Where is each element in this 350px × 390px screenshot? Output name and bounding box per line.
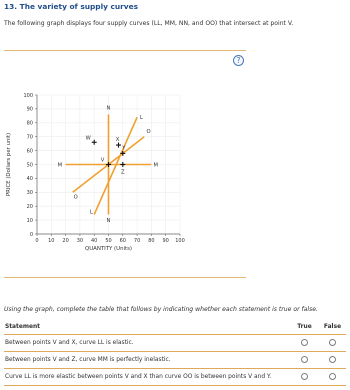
statements-table bbox=[4, 321, 346, 386]
x-tick-label: 10 bbox=[48, 238, 55, 244]
x-tick-label: 100 bbox=[175, 238, 185, 244]
point-label: Y bbox=[122, 145, 126, 152]
y-tick-label: 70 bbox=[26, 134, 33, 141]
false-radio[interactable] bbox=[329, 373, 336, 380]
graph-bottom-divider bbox=[4, 277, 246, 278]
question-mark-icon[interactable]: ? bbox=[233, 55, 244, 66]
x-tick-label: 20 bbox=[62, 238, 69, 244]
true-radio[interactable] bbox=[301, 356, 308, 363]
curve-label: L bbox=[139, 115, 143, 122]
instructions: Using the graph, complete the table that follows by indicating whether each statement is true or false. bbox=[4, 306, 318, 313]
header-statement: Statement bbox=[4, 321, 290, 334]
x-tick-label: 0 bbox=[35, 238, 39, 244]
x-tick-label: 80 bbox=[148, 238, 155, 244]
true-radio[interactable] bbox=[301, 373, 308, 380]
table-row bbox=[4, 334, 346, 351]
false-radio[interactable] bbox=[329, 356, 336, 363]
y-tick-label: 40 bbox=[26, 176, 33, 183]
x-tick-label: 70 bbox=[133, 238, 141, 244]
point-z bbox=[120, 162, 125, 176]
y-tick-label: 10 bbox=[26, 217, 33, 224]
curve-label: M bbox=[153, 162, 158, 169]
x-axis-label: QUANTITY (Units) bbox=[84, 246, 133, 252]
point-label: Z bbox=[121, 169, 125, 176]
header-false: False bbox=[318, 321, 346, 334]
statement-text: Between points V and Z, curve MM is perfectly inelastic. bbox=[4, 351, 290, 368]
curve-label: L bbox=[89, 209, 93, 216]
x-tick-label: 90 bbox=[162, 238, 169, 244]
y-tick-label: 60 bbox=[26, 148, 33, 155]
graph-top-divider bbox=[4, 50, 246, 51]
false-radio[interactable] bbox=[329, 339, 336, 346]
y-tick-label: 30 bbox=[26, 190, 33, 197]
y-tick-label: 80 bbox=[26, 120, 33, 127]
y-tick-label: 50 bbox=[26, 162, 33, 169]
y-tick-label: 90 bbox=[26, 106, 33, 113]
question-title: 13. The variety of supply curves bbox=[4, 2, 139, 11]
question-intro: The following graph displays four supply curves (LL, MM, NN, and OO) that intersect at point V. bbox=[4, 20, 294, 27]
table-row bbox=[4, 351, 346, 368]
x-tick-label: 60 bbox=[119, 238, 126, 244]
x-tick-label: 50 bbox=[105, 238, 112, 244]
x-tick-label: 40 bbox=[91, 238, 98, 244]
curve-label: M bbox=[57, 162, 63, 169]
header-true: True bbox=[290, 321, 318, 334]
curve-label: N bbox=[106, 217, 111, 224]
point-label: V bbox=[100, 157, 105, 164]
table-row bbox=[4, 368, 346, 385]
y-tick-label: 100 bbox=[23, 92, 33, 99]
curve-label: O bbox=[73, 194, 78, 201]
supply-curves-chart[interactable] bbox=[0, 80, 250, 275]
y-axis-label: PRICE (Dollars per unit) bbox=[6, 132, 12, 197]
x-tick-label: 30 bbox=[76, 238, 84, 244]
point-label: X bbox=[115, 137, 120, 144]
curve-label: O bbox=[146, 128, 151, 135]
true-radio[interactable] bbox=[301, 339, 308, 346]
statement-text: Between points V and X, curve LL is elastic. bbox=[4, 334, 290, 351]
y-tick-label: 20 bbox=[26, 204, 33, 210]
statement-text: Curve LL is more elastic between points V and X than curve OO is between points V and Y. bbox=[4, 368, 290, 385]
table-header-row bbox=[4, 321, 346, 334]
y-tick-label: 0 bbox=[29, 231, 33, 238]
point-label: W bbox=[85, 135, 91, 142]
curve-label: N bbox=[106, 105, 111, 112]
